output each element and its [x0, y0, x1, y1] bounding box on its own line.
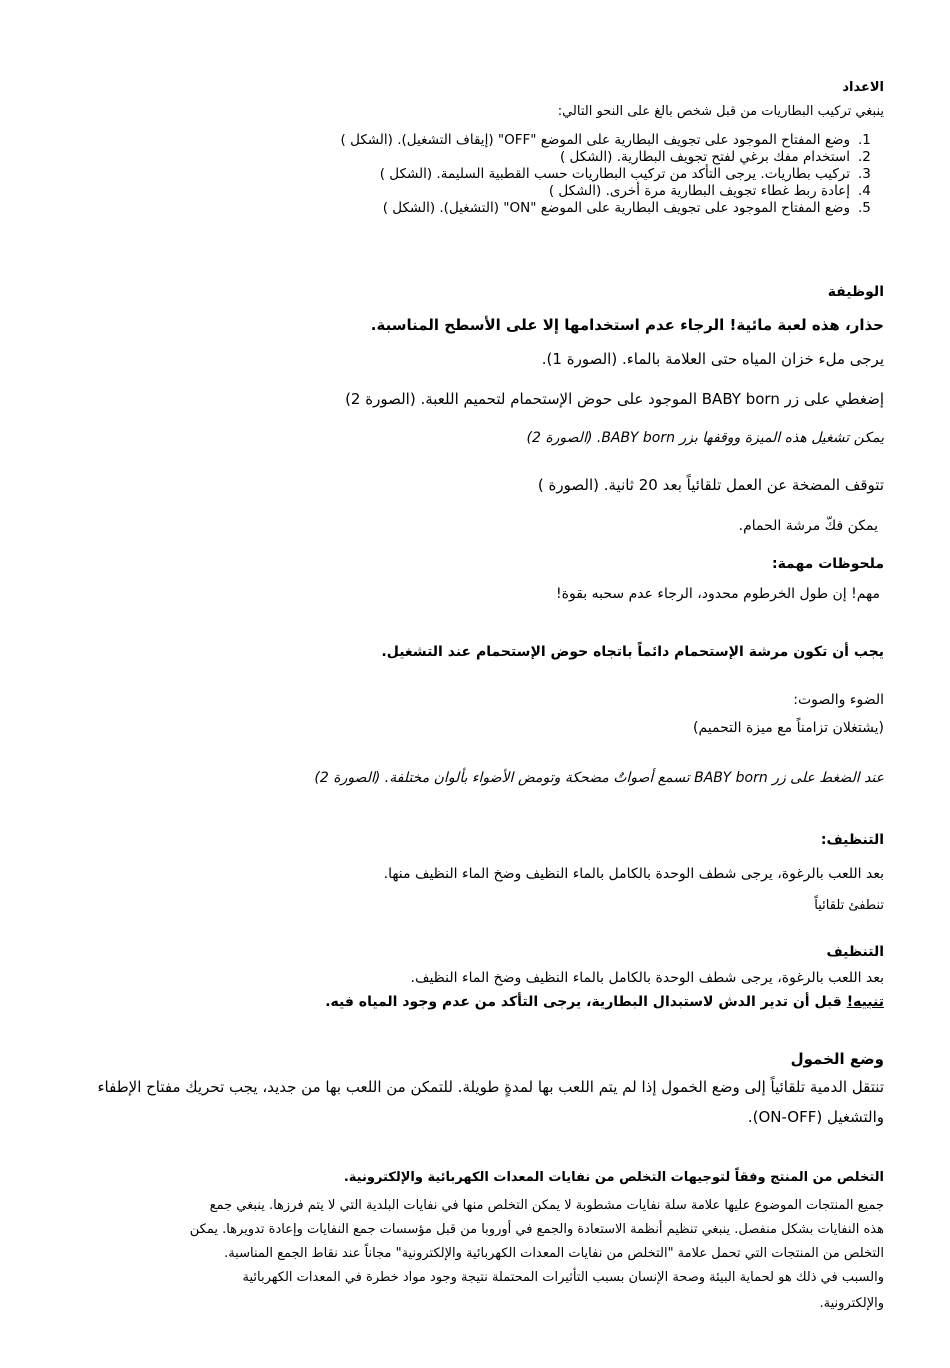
notes-shower-direction: يجب أن تكون مرشة الإستحمام دائماً باتجاه حوض الإستحمام عند التشغيل. — [381, 644, 884, 660]
setup-step-1: 1. وضع المفتاح الموجود على تجويف البطارية على الموضع "OFF" (إيقاف التشغيل). (الشكل ) — [340, 132, 871, 148]
function-line-fill-tank: يرجى ملء خزان المياه حتى العلامة بالماء. (الصورة 1). — [541, 350, 884, 368]
disposal-line-5: والإلكترونية. — [819, 1296, 884, 1311]
cleaning-auto-off: تنطفئ تلقائياً — [814, 898, 884, 913]
disposal-line-4: والسبب في ذلك هو لحماية البيئة وصحة الإنسان بسبب التأثيرات المحتملة نتيجة وجود مواد خطرة في المعدات الكهربائية — [242, 1270, 884, 1285]
warning-text: قبل أن تدير الدش لاستبدال البطارية، يرجى التأكد من عدم وجود المياه فيه. — [325, 994, 847, 1010]
warning-label: تنبيه! — [846, 994, 884, 1010]
setup-heading: الاعداد — [842, 80, 884, 95]
disposal-heading: التخلص من المنتج وفقاً لتوجيهات التخلص من نفايات المعدات الكهربائية والإلكترونية. — [343, 1170, 884, 1185]
function-line-pump-stop: تتوقف المضخة عن العمل تلقائياً بعد 20 ثانية. (الصورة ) — [537, 476, 884, 494]
cleaning-rinse-line: بعد اللعب بالرغوة، يرجى شطف الوحدة بالكامل بالماء النظيف وضخ الماء النظيف منها. — [383, 866, 884, 882]
function-warning: حذار، هذه لعبة مائية! الرجاء عدم استخدامها إلا على الأسطح المناسبة. — [370, 316, 884, 334]
setup-step-3: 3. تركيب بطاريات. يرجى التأكد من تركيب البطاريات حسب القطبية السليمة. (الشكل ) — [379, 166, 871, 182]
function-line-start-stop: يمكن تشغيل هذه الميزة ووقفها بزر BABY born. (الصورة 2) — [526, 430, 884, 446]
function-heading: الوظيفة — [827, 284, 884, 300]
disposal-line-3: التخلص من المنتجات التي تحمل علامة "التخلص من نفايات المعدات الكهربائية والإلكترونية" مجاناً عند نقاط الجمع المناسبة. — [224, 1246, 884, 1261]
setup-step-5: 5. وضع المفتاح الموجود على تجويف البطارية على الموضع "ON" (التشغيل). (الشكل ) — [382, 200, 871, 216]
sleep-mode-line-2: والتشغيل (ON-OFF). — [747, 1108, 884, 1126]
cleaning-heading-2: التنظيف — [826, 944, 884, 960]
cleaning-heading: التنظيف: — [820, 832, 884, 848]
cleaning-battery-warning — [325, 994, 884, 1012]
light-sound-description: عند الضغط على زر BABY born تسمع أصواتٌ مضحكة وتومض الأضواء بألوان مختلفة. (الصورة 2) — [314, 770, 884, 786]
setup-step-2: 2. استخدام مفك برغي لفتح تجويف البطارية. (الشكل ) — [560, 149, 871, 165]
notes-heading: ملحوظات مهمة: — [771, 556, 884, 572]
cleaning-rinse-line-2: بعد اللعب بالرغوة، يرجى شطف الوحدة بالكامل بالماء النظيف وضخ الماء النظيف. — [410, 970, 884, 986]
sleep-mode-heading: وضع الخمول — [790, 1050, 884, 1068]
setup-intro: ينبغي تركيب البطاريات من قبل شخص بالغ على النحو التالي: — [557, 104, 884, 119]
function-line-press-button: إضغطي على زر BABY born الموجود على حوض الإستحمام لتحميم اللعبة. (الصورة 2) — [345, 390, 884, 408]
function-line-detach-shower: يمكن فكّ مرشة الحمام. — [738, 518, 878, 534]
notes-hose-warning: مهم! إن طول الخرطوم محدود، الرجاء عدم سحبه بقوة! — [556, 586, 880, 602]
light-sound-sync-note: (يشتغلان تزامناً مع ميزة التحميم) — [692, 720, 884, 736]
light-sound-heading: الضوء والصوت: — [793, 692, 884, 708]
setup-step-4: 4. إعادة ربط غطاء تجويف البطارية مرة أخرى. (الشكل ) — [548, 183, 871, 199]
disposal-line-2: هذه النفايات بشكل منفصل. ينبغي تنظيم أنظمة الاستعادة والجمع في أوروبا من قبل مؤسسات جمع النفايات وإعادة تدويرها. يمكن — [189, 1222, 884, 1237]
setup-steps-list — [340, 132, 871, 217]
sleep-mode-line-1: تنتقل الدمية تلقائياً إلى وضع الخمول إذا لم يتم اللعب بها لمدةٍ طويلة. للتمكن من اللعب بها من جديد، يجب تحريك مفتاح الإطفاء — [97, 1078, 884, 1096]
disposal-line-1: جميع المنتجات الموضوع عليها علامة سلة نفايات مشطوبة لا يمكن التخلص منها في نفايات البلدية التي لا يتم فرزها. ينبغي جمع — [209, 1198, 884, 1213]
